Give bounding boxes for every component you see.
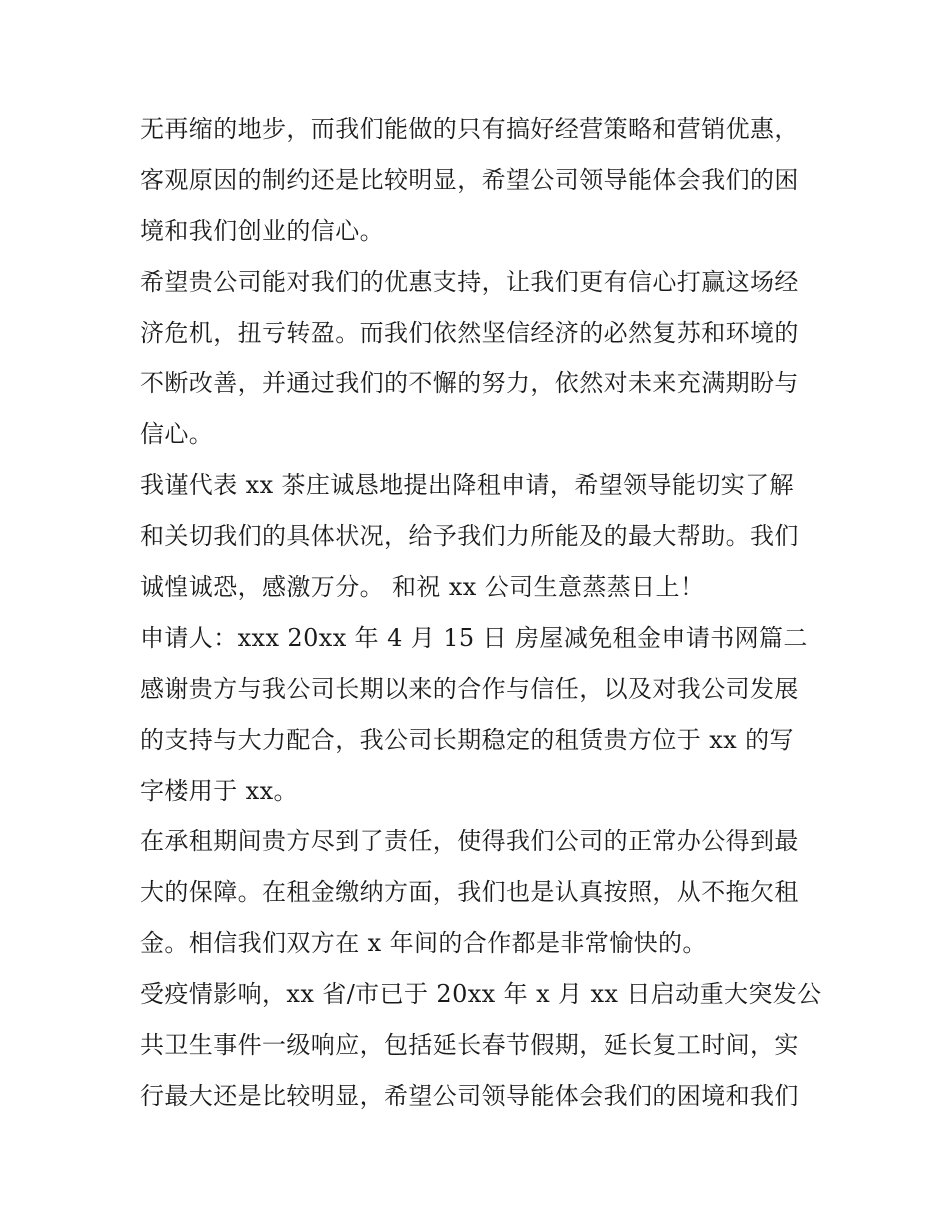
text-line: 共卫生事件一级响应，包括延长春节假期，延长复工时间，实 — [140, 1031, 799, 1060]
text-line: 和关切我们的具体状况，给予我们力所能及的最大帮助。我们 — [140, 522, 799, 551]
text-line: 无再缩的地步，而我们能做的只有搞好经营策略和营销优惠， — [140, 115, 799, 143]
text-line: 境和我们创业的信心。 — [140, 216, 384, 245]
text-line: 客观原因的制约还是比较明显，希望公司领导能体会我们的困 — [140, 165, 799, 194]
text-line: 受疫情影响，xx 省/市已于 20xx 年 x 月 xx 日启动重大突发公 — [140, 980, 822, 1009]
text-line: 济危机，扭亏转盈。而我们依然坚信经济的必然复苏和环境的 — [140, 318, 799, 347]
text-line: 感谢贵方与我公司长期以来的合作与信任，以及对我公司发展 — [140, 674, 799, 703]
document-body — [140, 104, 820, 1122]
text-line: 在承租期间贵方尽到了责任，使得我们公司的正常办公得到最 — [140, 827, 799, 856]
text-line: 申请人：xxx 20xx 年 4 月 15 日 房屋减免租金申请书网篇二 — [140, 623, 808, 652]
text-line: 金。相信我们双方在 x 年间的合作都是非常愉快的。 — [140, 929, 707, 958]
text-line: 行最大还是比较明显，希望公司领导能体会我们的困境和我们 — [140, 1081, 799, 1110]
text-line: 诚惶诚恐，感激万分。 和祝 xx 公司生意蒸蒸日上！ — [140, 573, 705, 602]
text-line: 不断改善，并通过我们的不懈的努力，依然对未来充满期盼与 — [140, 369, 799, 398]
text-line: 信心。 — [140, 420, 214, 449]
text-line: 我谨代表 xx 茶庄诚恳地提出降租申请，希望领导能切实了解 — [140, 471, 794, 500]
text-line: 的支持与大力配合，我公司长期稳定的租赁贵方位于 xx 的写 — [140, 725, 794, 754]
text-line: 字楼用于 xx。 — [140, 776, 298, 805]
text-line: 希望贵公司能对我们的优惠支持，让我们更有信心打赢这场经 — [140, 267, 799, 296]
text-line: 大的保障。在租金缴纳方面，我们也是认真按照，从不拖欠租 — [140, 878, 799, 907]
